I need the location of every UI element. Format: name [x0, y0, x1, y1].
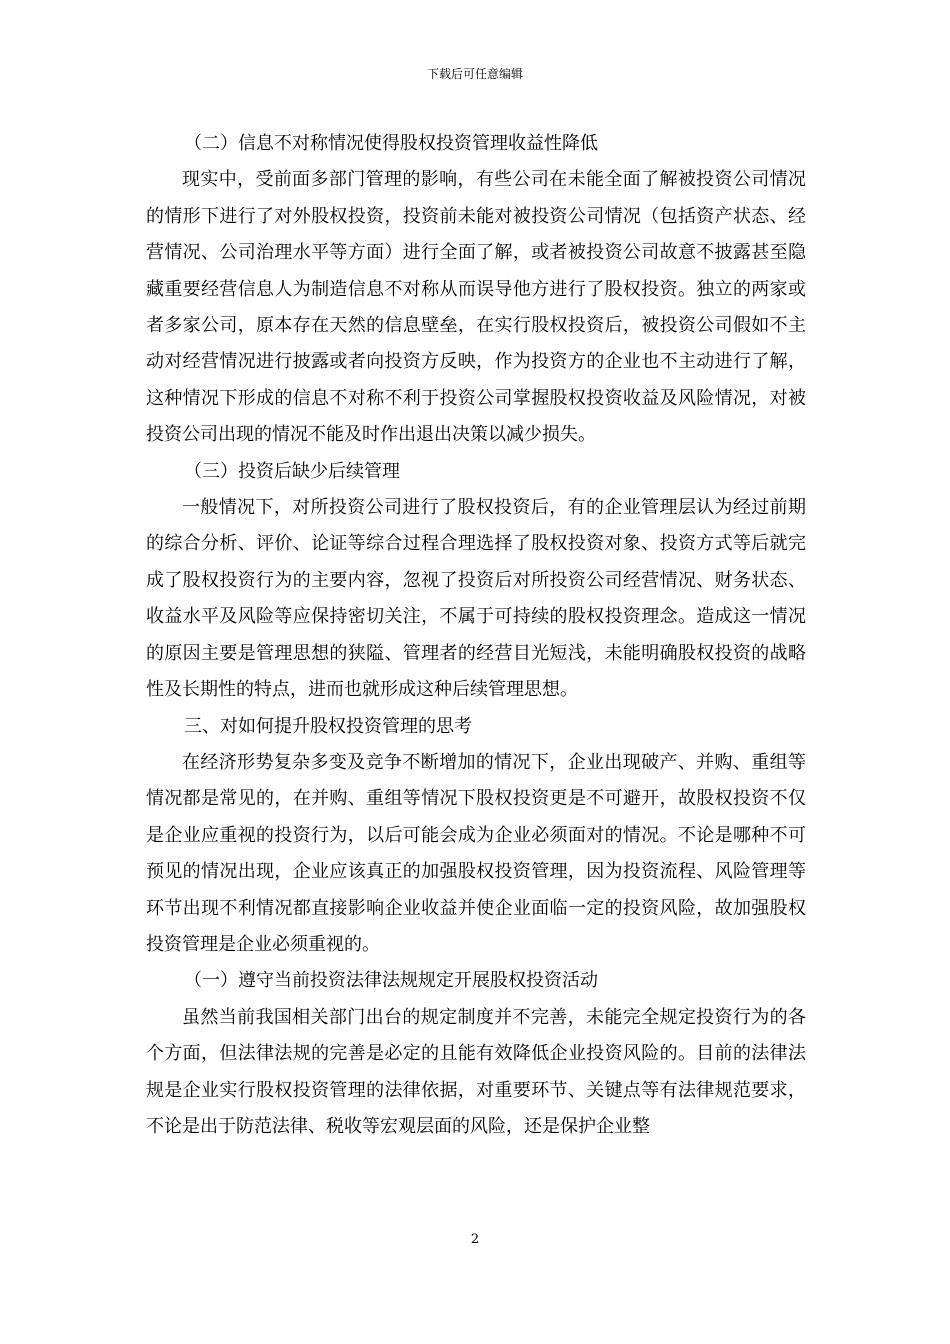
paragraph-improvement: 在经济形势复杂多变及竞争不断增加的情况下，企业出现破产、并购、重组等情况都是常见的，在并购、重组等情况下股权投资更是不可避开，故股权投资不仅是企业应重视的投资行为，以后可能会成为企业必须面对的情况。不论是哪种不可预见的情况出现，企业应该真正的加强股权投资管理，因为投资流程、风险管理等环节出现不利情况都直接影响企业收益并使企业面临一定的投资风险，故加强股权投资管理是企业必须重视的。 — [146, 751, 806, 955]
paragraph-compliance: 虽然当前我国相关部门出台的规定制度并不完善，未能完全规定投资行为的各个方面，但法律法规的完善是必定的且能有效降低企业投资风险的。目前的法律法规是企业实行股权投资管理的法律依据，对重要环节、关键点等有法律规范要求，不论是出于防范法律、税收等宏观层面的风险，还是保护企业整 — [146, 1006, 806, 1137]
section-heading-improvement: 三、对如何提升股权投资管理的思考 — [184, 715, 472, 737]
paragraph-post-investment: 一般情况下，对所投资公司进行了股权投资后，有的企业管理层认为经过前期的综合分析、评价、论证等综合过程合理选择了股权投资对象、投资方式等后就完成了股权投资行为的主要内容，忽视了投资后对所投资公司经营情况、财务状态、收益水平及风险等应保持密切关注，不属于可持续的股权投资理念。造成这一情况的原因主要是管理思想的狭隘、管理者的经营目光短浅，未能明确股权投资的战略性及长期性的特点，进而也就形成这种后续管理思想。 — [146, 497, 806, 701]
document-body — [146, 126, 806, 1145]
page-header: 下载后可任意编辑 — [426, 67, 523, 81]
section-heading-post-investment: （三）投资后缺少后续管理 — [184, 460, 400, 482]
paragraph-info-asymmetry: 现实中，受前面多部门管理的影响，有些公司在未能全面了解被投资公司情况的情形下进行了对外股权投资，投资前未能对被投资公司情况（包括资产状态、经营情况、公司治理水平等方面）进行全面了解，或者被投资公司故意不披露甚至隐藏重要经营信息人为制造信息不对称从而误导他方进行了股权投资。独立的两家或者多家公司，原本存在天然的信息壁垒，在实行股权投资后，被投资公司假如不主动对经营情况进行披露或者向投资方反映，作为投资方的企业也不主动进行了解，这种情况下形成的信息不对称不利于投资公司掌握股权投资收益及风险情况，对被投资公司出现的情况不能及时作出退出决策以减少损失。 — [146, 169, 806, 446]
section-heading-info-asymmetry: （二）信息不对称情况使得股权投资管理收益性降低 — [184, 133, 598, 154]
page-number: 2 — [470, 1232, 480, 1247]
section-heading-compliance: （一）遵守当前投资法律法规规定开展股权投资活动 — [184, 970, 598, 992]
